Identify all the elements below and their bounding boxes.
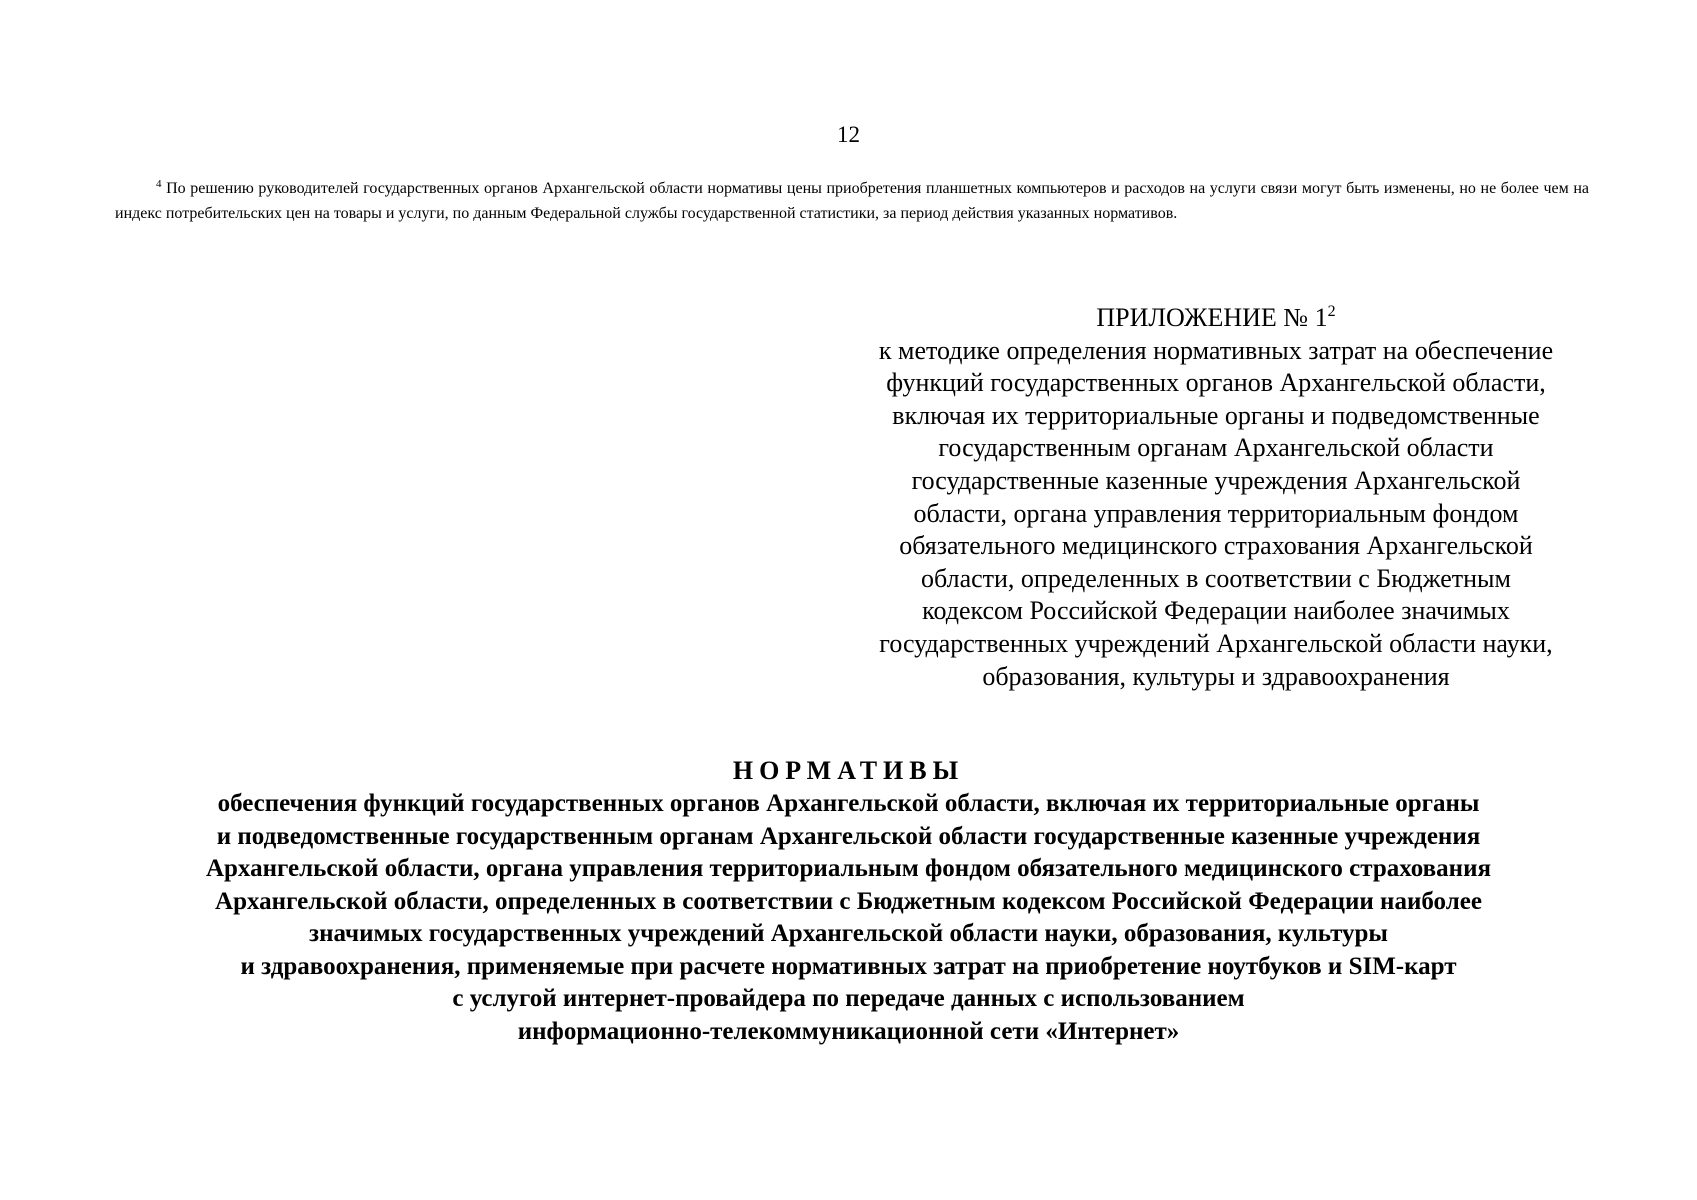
appendix-line: образования, культуры и здравоохранения bbox=[982, 661, 1450, 691]
appendix-line: области, органа управления территориальным фондом bbox=[913, 498, 1519, 528]
appendix-line: к методике определения нормативных затрат на обеспечение bbox=[878, 335, 1554, 365]
footnote-text: По решению руководителей государственных органов Архангельской области нормативы цены приобретения планшетных компьютеров и расходов на услуги связи могут быть изменены, но не более чем на индекс потребительских цен на товары и услуги, по данным Федеральной службы государственной статистики, за период действия указанных нормативов. bbox=[115, 180, 1590, 222]
appendix-line: включая их территориальные органы и подведомственные bbox=[892, 400, 1540, 430]
appendix-line: кодексом Российской Федерации наиболее значимых bbox=[922, 596, 1510, 626]
normatives-line: обеспечения функций государственных органов Архангельской области, включая их территориальные органы bbox=[217, 790, 1480, 817]
appendix-line: государственным органам Архангельской области bbox=[938, 433, 1494, 463]
appendix-line: функций государственных органов Архангельской области, bbox=[886, 368, 1546, 398]
normatives-line: информационно-телекоммуникационной сети «Интернет» bbox=[517, 1017, 1180, 1045]
appendix-block bbox=[826, 302, 1606, 693]
normatives-line: значимых государственных учреждений Архангельской области науки, образования, культуры bbox=[309, 920, 1388, 947]
appendix-line: государственных учреждений Архангельской области науки, bbox=[879, 628, 1553, 658]
appendix-line: обязательного медицинского страхования Архангельской bbox=[899, 531, 1533, 561]
normatives-line: Архангельской области, определенных в соответствии с Бюджетным кодексом Российской Федерации наиболее bbox=[215, 887, 1482, 915]
footnote bbox=[115, 176, 1589, 226]
normatives-title: НОРМАТИВЫ bbox=[732, 756, 965, 785]
appendix-heading bbox=[826, 302, 1606, 335]
appendix-line: государственные казенные учреждения Архангельской bbox=[911, 465, 1521, 495]
appendix-line: области, определенных в соответствии с Бюджетным bbox=[921, 563, 1511, 593]
appendix-title-sup: 2 bbox=[1327, 303, 1336, 320]
normatives-description bbox=[0, 788, 1697, 1048]
footnote-marker: 4 bbox=[156, 178, 162, 190]
normatives-line: Архангельской области, органа управления территориальным фондом обязательного медицинского страхования bbox=[205, 855, 1492, 882]
normatives-line: и здравоохранения, применяемые при расчете нормативных затрат на приобретение ноутбуков и SIM-карт bbox=[240, 952, 1457, 980]
page-number: 12 bbox=[837, 122, 860, 147]
appendix-title: ПРИЛОЖЕНИЕ № 1 bbox=[1096, 303, 1328, 332]
normatives-line: и подведомственные государственным органам Архангельской области государственные казенные учреждения bbox=[216, 822, 1481, 850]
normatives-line: с услугой интернет-провайдера по передаче данных с использованием bbox=[452, 985, 1245, 1012]
